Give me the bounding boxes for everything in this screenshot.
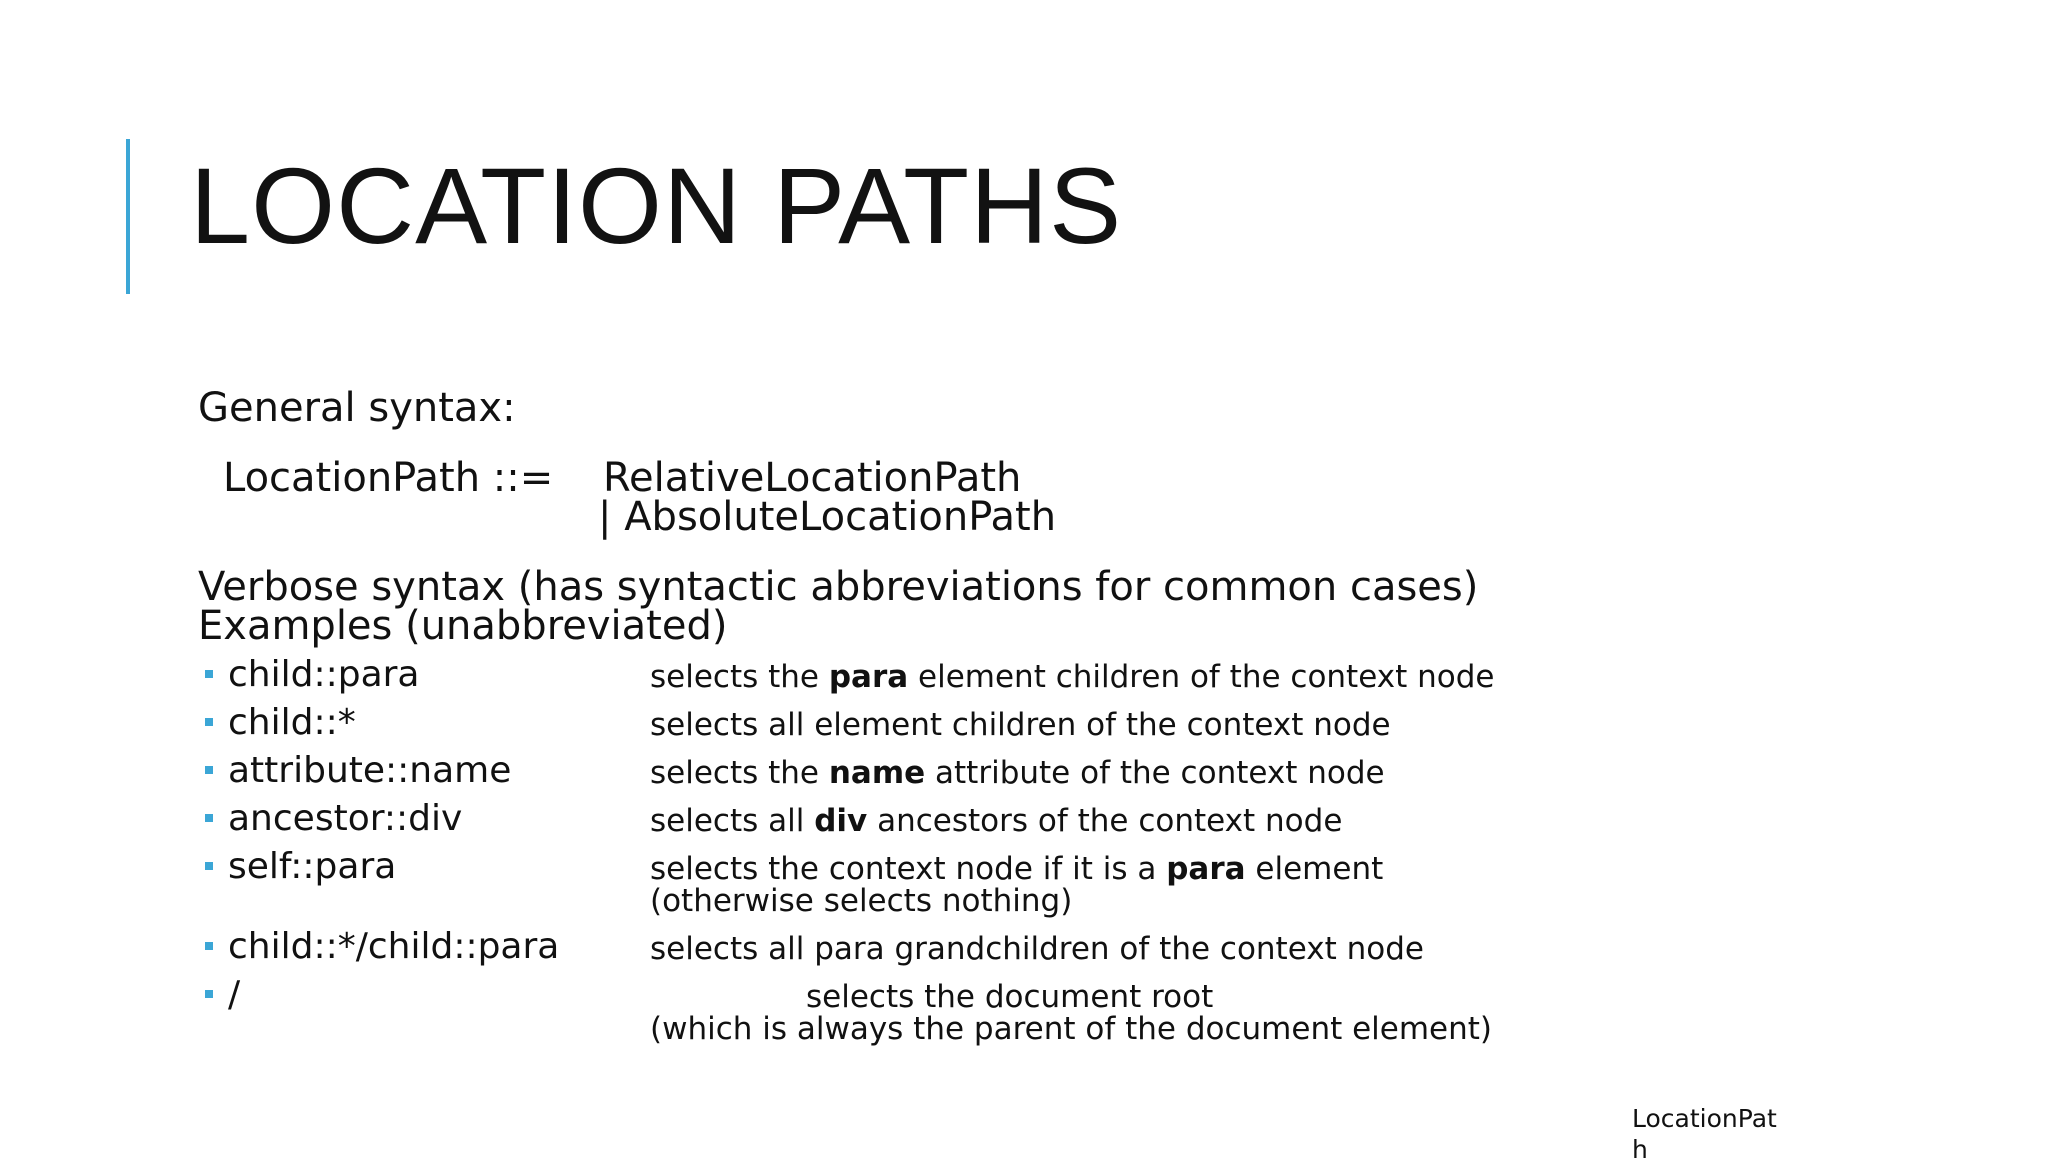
example-desc-self-para-line2: (otherwise selects nothing) bbox=[650, 883, 1073, 919]
general-syntax-label: General syntax: bbox=[198, 385, 516, 431]
example-expr-attribute-name: attribute::name bbox=[228, 750, 512, 791]
bullet-marker bbox=[205, 718, 213, 726]
example-desc-ancestor-div: selects all div ancestors of the context node bbox=[650, 803, 1343, 839]
example-expr-self-para: self::para bbox=[228, 846, 397, 887]
example-expr-child-star: child::* bbox=[228, 702, 356, 743]
bullet-marker bbox=[205, 814, 213, 822]
example-expr-child-star-child-para: child::*/child::para bbox=[228, 926, 560, 967]
bullet-marker bbox=[205, 766, 213, 774]
example-expr-root: / bbox=[228, 974, 241, 1015]
bullet-marker bbox=[205, 942, 213, 950]
footer-label: LocationPath bbox=[1632, 1104, 1777, 1164]
bullet-marker bbox=[205, 670, 213, 678]
example-desc-attribute-name: selects the name attribute of the context node bbox=[650, 755, 1385, 791]
example-desc-child-para: selects the para element children of the context node bbox=[650, 659, 1495, 695]
title-accent-bar bbox=[126, 139, 130, 294]
example-desc-child-star-child-para: selects all para grandchildren of the context node bbox=[650, 931, 1424, 967]
bullet-marker bbox=[205, 990, 213, 998]
example-expr-child-para: child::para bbox=[228, 654, 420, 695]
examples-heading: Examples (unabbreviated) bbox=[198, 603, 728, 649]
example-desc-root: selects the document root bbox=[806, 979, 1214, 1015]
grammar-alt-absolute: | AbsoluteLocationPath bbox=[598, 494, 1057, 540]
slide-title: LOCATION PATHS bbox=[190, 145, 1123, 266]
bullet-marker bbox=[205, 862, 213, 870]
example-expr-ancestor-div: ancestor::div bbox=[228, 798, 463, 839]
verbose-syntax-line: Verbose syntax (has syntactic abbreviations for common cases) bbox=[198, 564, 1479, 610]
example-desc-child-star: selects all element children of the context node bbox=[650, 707, 1391, 743]
example-desc-self-para: selects the context node if it is a para element bbox=[650, 851, 1384, 887]
example-desc-root-line2: (which is always the parent of the document element) bbox=[650, 1011, 1493, 1047]
grammar-alt-relative: RelativeLocationPath bbox=[603, 455, 1022, 501]
grammar-lhs: LocationPath ::= bbox=[223, 455, 554, 501]
